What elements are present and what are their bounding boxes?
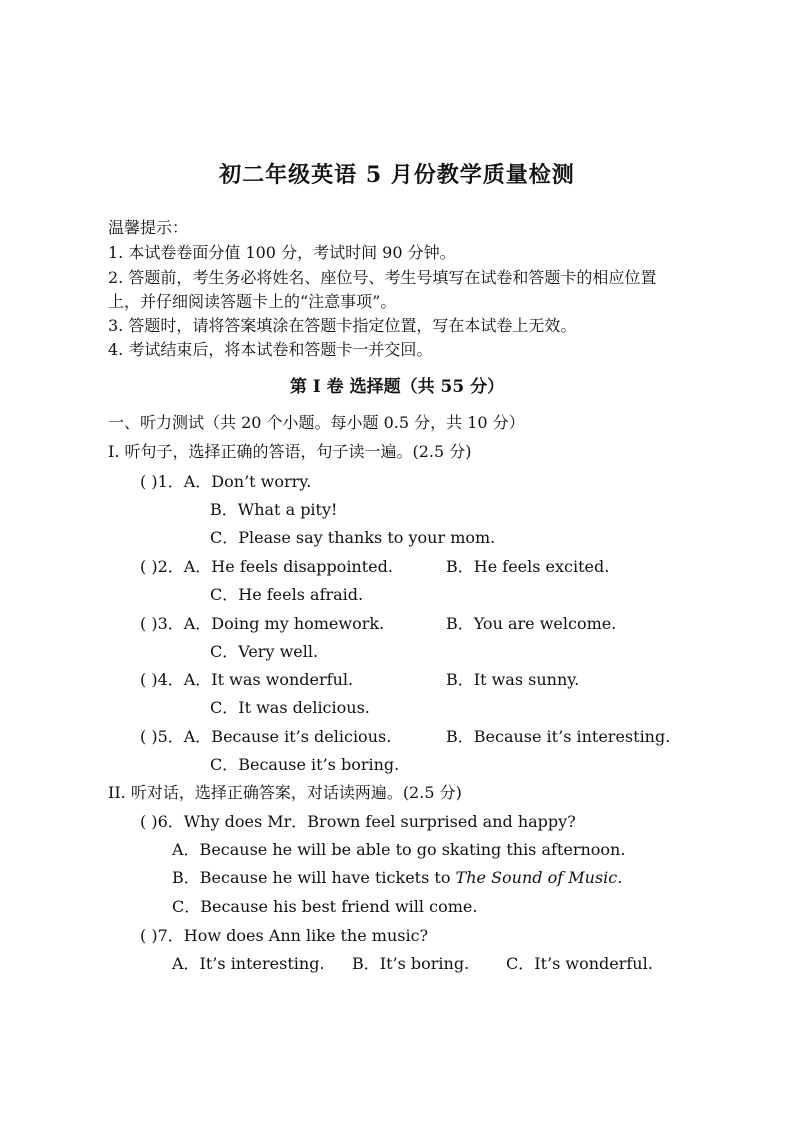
q6-option-c: C．Because his best friend will come. xyxy=(172,897,478,916)
q7-option-b: B．It’s boring. xyxy=(352,954,470,973)
q6-option-b-text: B．Because he will have tickets to xyxy=(172,868,456,887)
q1-option-c: C．Please say thanks to your mom. xyxy=(210,528,496,547)
q7-option-c: C．It’s wonderful. xyxy=(506,954,653,973)
q6-option-a: A．Because he will be able to go skating this afternoon. xyxy=(172,840,626,859)
q5-option-c: C．Because it’s boring. xyxy=(210,755,400,774)
q4-option-c: C．It was delicious. xyxy=(210,698,370,717)
q7-stem: ( )7．How does Ann like the music? xyxy=(140,926,429,945)
exam-title: 初二年级英语 5 月份教学质量检测 xyxy=(219,162,575,188)
q1-stem-option-a: ( )1．A．Don’t worry. xyxy=(140,472,312,491)
q3-option-b: B．You are welcome. xyxy=(446,614,617,633)
q7-option-a: A．It’s interesting. xyxy=(172,954,325,973)
q2-stem-option-a: ( )2．A．He feels disappointed. xyxy=(140,557,393,576)
tip-item-1: 1. 本试卷卷面分值 100 分，考试时间 90 分钟。 xyxy=(108,243,456,262)
q2-option-c: C．He feels afraid. xyxy=(210,585,364,604)
q6-stem: ( )6．Why does Mr．Brown feel surprised and happy? xyxy=(140,812,576,831)
q4-stem-option-a: ( )4．A．It was wonderful. xyxy=(140,670,354,689)
q5-stem-option-a: ( )5．A．Because it’s delicious. xyxy=(140,727,392,746)
q3-stem-option-a: ( )3．A．Doing my homework. xyxy=(140,614,385,633)
section-two-heading: II. 听对话，选择正确答案，对话读两遍。(2.5 分) xyxy=(108,783,462,802)
q2-option-b: B．He feels excited. xyxy=(446,557,610,576)
q6-option-b xyxy=(172,868,622,888)
tip-item-3: 3. 答题时，请将答案填涂在答题卡指定位置，写在本试卷上无效。 xyxy=(108,316,577,335)
tip-item-4: 4. 考试结束后，将本试卷和答题卡一并交回。 xyxy=(108,340,433,359)
tips-heading: 温馨提示： xyxy=(108,218,189,237)
part-one-heading: 一、听力测试（共 20 个小题。每小题 0.5 分，共 10 分） xyxy=(108,413,525,432)
q1-option-b: B．What a pity! xyxy=(210,500,338,519)
q3-option-c: C．Very well. xyxy=(210,642,319,661)
q4-option-b: B．It was sunny. xyxy=(446,670,580,689)
tip-item-2: 2. 答题前，考生务必将姓名、座位号、考生号填写在试卷和答题卡的相应位置 xyxy=(108,268,657,287)
q6-option-b-title: The Sound of Music. xyxy=(455,868,623,887)
q5-option-b: B．Because it’s interesting. xyxy=(446,727,671,746)
section-one-heading: I. 听句子，选择正确的答语，句子读一遍。(2.5 分) xyxy=(108,442,472,461)
volume-title: 第 I 卷 选择题（共 55 分） xyxy=(289,377,505,397)
tip-item-2-cont: 上，并仔细阅读答题卡上的“注意事项”。 xyxy=(108,292,397,311)
